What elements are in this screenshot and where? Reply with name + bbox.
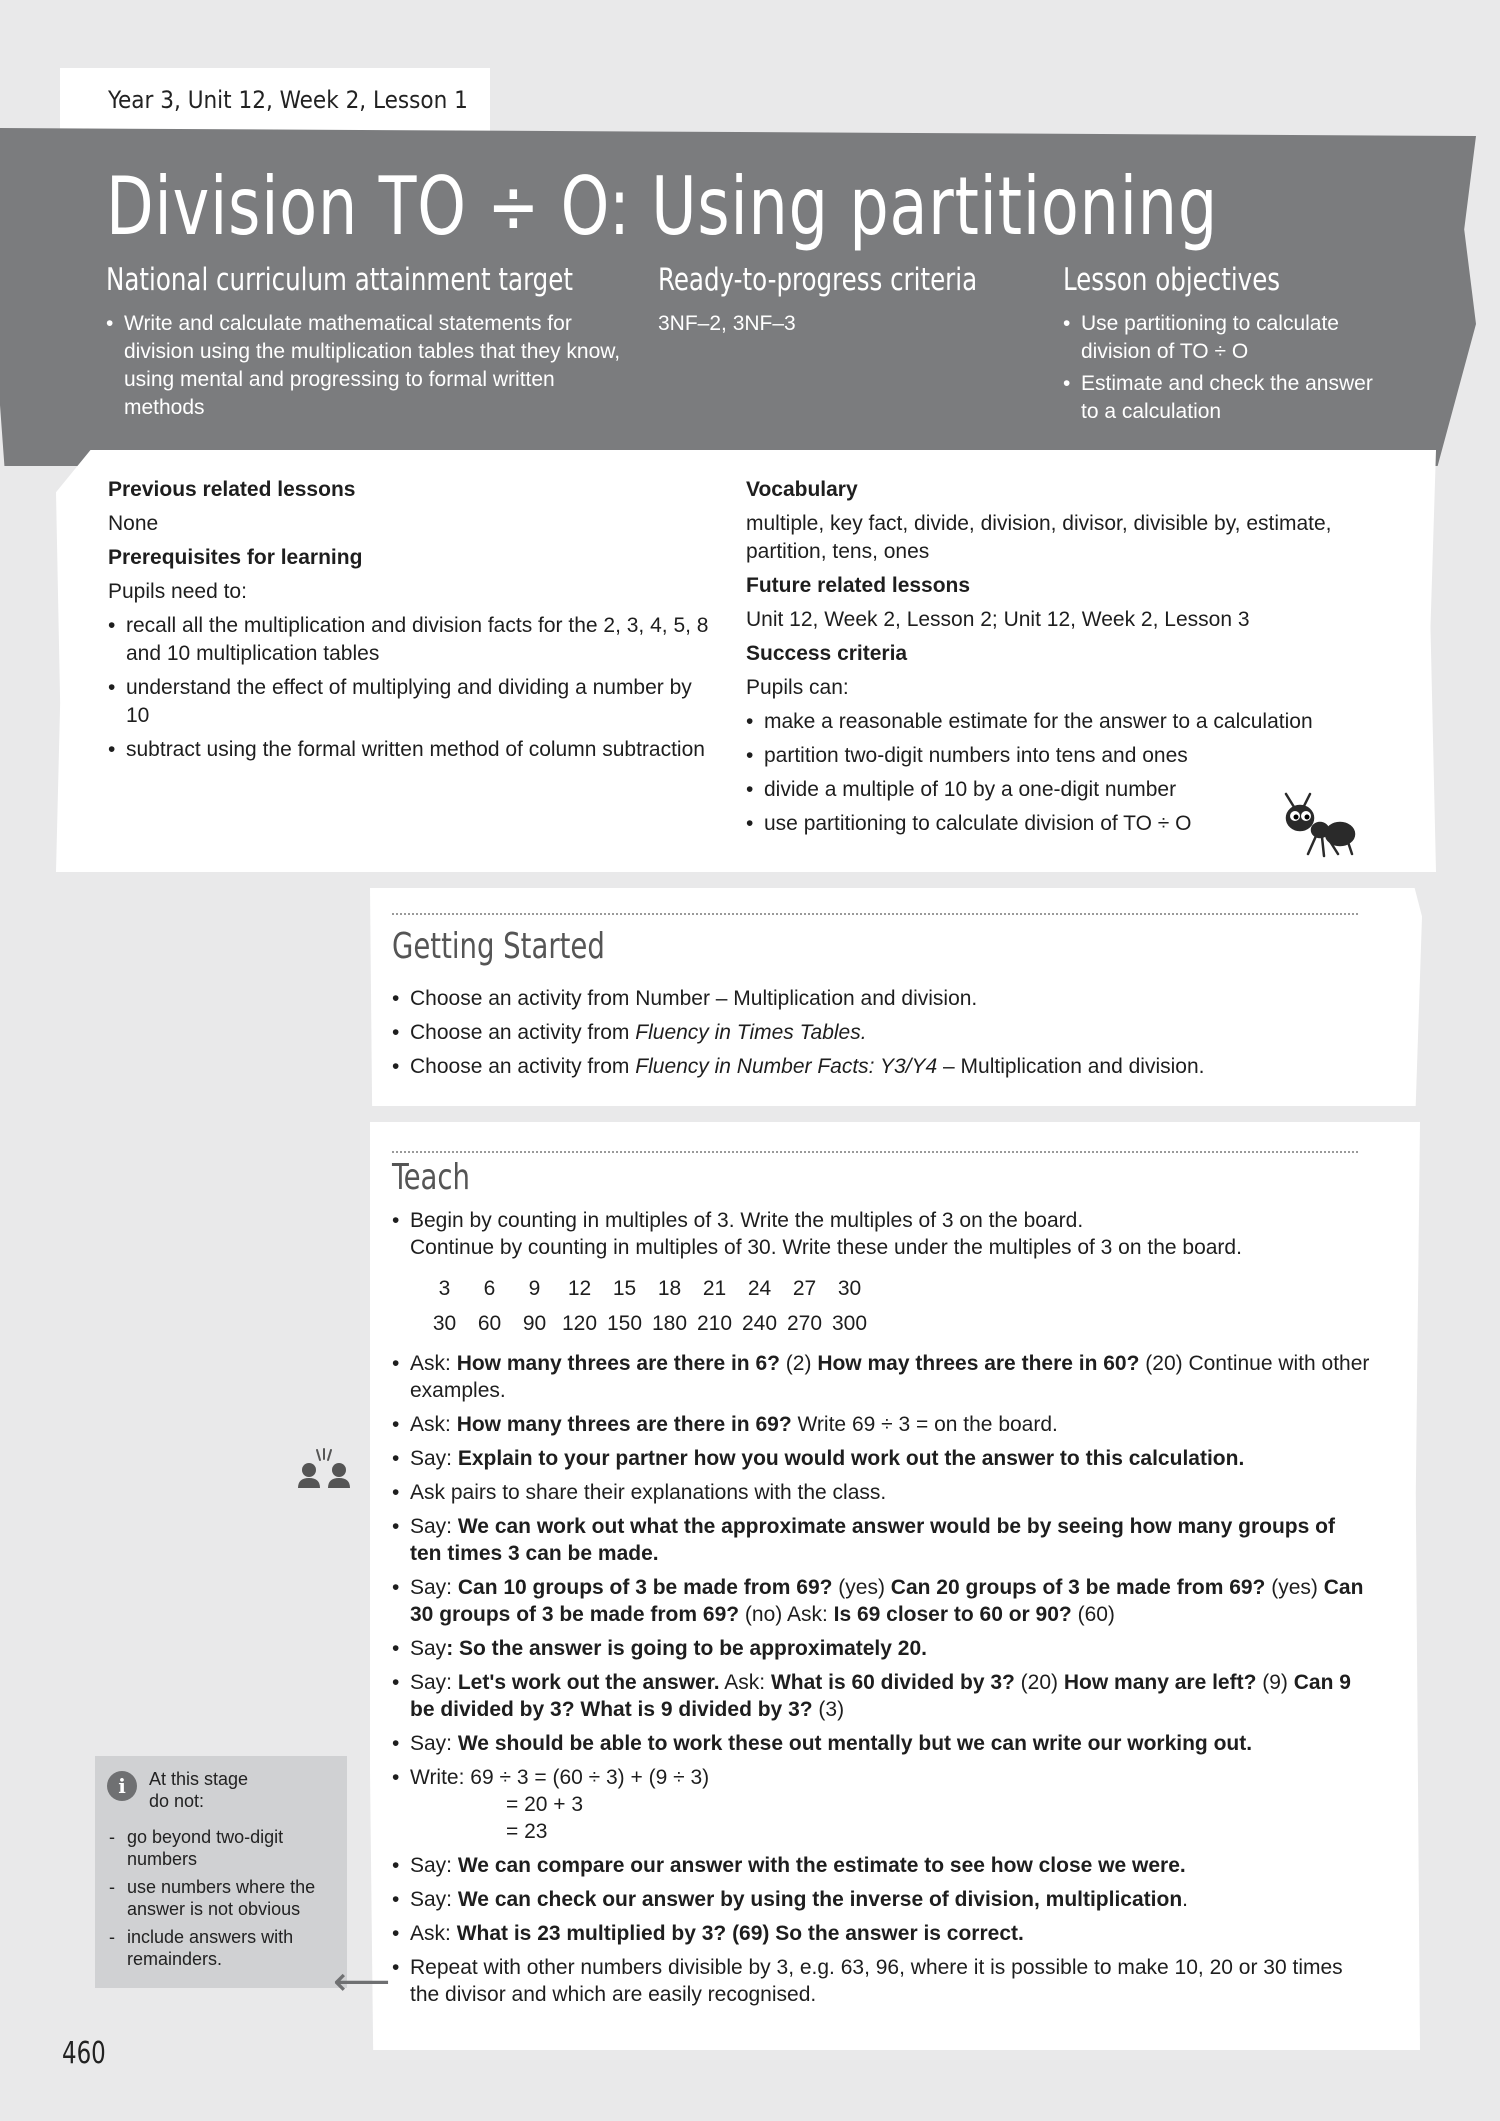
criteria-heading: Ready-to-progress criteria: [658, 262, 978, 298]
teach-item: • Say: Can 10 groups of 3 be made from 69? (yes) Can 20 groups of 3 be made from 69? (yes) Can 30 groups of 3 be made from 69? (no) Ask: Is 69 closer to 60 or 90? (60): [392, 1574, 1372, 1628]
attainment-item: • Write and calculate mathematical statements for division using the multiplication tables that they know, using mental and progressing to formal written methods: [106, 310, 626, 422]
teach-section: [392, 1157, 1372, 2015]
ant-mascot-icon: [1278, 792, 1358, 862]
getting-started-item: • Choose an activity from Number – Multiplication and division.: [392, 985, 1372, 1012]
teach-item: • Write: 69 ÷ 3 = (60 ÷ 3) + (9 ÷ 3) = 20 + 3 = 23: [392, 1764, 1372, 1845]
teach-item: • Say: So the answer is going to be approximately 20.: [392, 1635, 1372, 1662]
teach-item: • Ask: How many threes are there in 69? Write 69 ÷ 3 = on the board.: [392, 1411, 1372, 1438]
page-number: 460: [62, 2036, 106, 2071]
at-this-stage-note: [95, 1756, 347, 1988]
lesson-objectives-section: [1063, 262, 1383, 430]
prerequisite-item: • subtract using the formal written method of column subtraction: [108, 736, 713, 764]
multiples-of-3-row: 3 6 9 12 15 18 21 24 27 30: [438, 1277, 862, 1300]
success-item: • make a reasonable estimate for the answer to a calculation: [746, 708, 1346, 736]
teach-item: • Repeat with other numbers divisible by 3, e.g. 63, 96, where it is possible to make 10, 20 or 30 times the divisor and which are easily recognised.: [392, 1954, 1372, 2008]
info-left-column: [108, 476, 713, 764]
objective-item: • Use partitioning to calculate division of TO ÷ O: [1063, 310, 1383, 366]
objective-item: • Estimate and check the answer to a calculation: [1063, 370, 1383, 426]
teach-item: • Begin by counting in multiples of 3. Write the multiples of 3 on the board. Continue by counting in multiples of 30. Write these under the multiples of 3 on the board. 3 6 9 12 15 18 21 24 27 30 30 60 90 120 150 180 210 240 270 300: [392, 1207, 1372, 1343]
future-lessons-heading: Future related lessons: [746, 574, 971, 597]
multiples-of-30-row: 30 60 90 120 150 180 210 240 270 300: [432, 1312, 868, 1335]
objectives-list: [1063, 310, 1383, 426]
pair-work-icon: [296, 1448, 354, 1488]
future-lessons-text: Unit 12, Week 2, Lesson 2; Unit 12, Week 2, Lesson 3: [746, 608, 1250, 631]
teach-item: • Say: We can check our answer by using the inverse of division, multiplication.: [392, 1886, 1372, 1913]
vocabulary-text: multiple, key fact, divide, division, divisor, divisible by, estimate, partition, tens, ones: [746, 512, 1332, 563]
getting-started-section: [392, 926, 1372, 1087]
success-criteria-list: [746, 708, 1346, 838]
success-criteria-heading: Success criteria: [746, 642, 908, 665]
success-criteria-intro: Pupils can:: [746, 676, 849, 699]
page-title: Division TO ÷ O: Using partitioning: [106, 160, 1219, 253]
attainment-target-section: [106, 262, 626, 426]
getting-started-item: • Choose an activity from Fluency in Times Tables.: [392, 1019, 1372, 1046]
objectives-heading: Lesson objectives: [1063, 262, 1281, 298]
prerequisites-intro: Pupils need to:: [108, 580, 247, 603]
getting-started-list: [392, 985, 1372, 1080]
prerequisites-list: [108, 612, 713, 764]
vocabulary-heading: Vocabulary: [746, 478, 858, 501]
prerequisites-heading: Prerequisites for learning: [108, 546, 363, 569]
attainment-heading: National curriculum attainment target: [106, 262, 573, 298]
teach-item: • Say: We can work out what the approximate answer would be by seeing how many groups of ten times 3 can be made.: [392, 1513, 1372, 1567]
ready-to-progress-section: [658, 262, 1038, 338]
teach-list: [392, 1207, 1372, 2008]
teach-divider: [392, 1151, 1358, 1153]
getting-started-item: • Choose an activity from Fluency in Number Facts: Y3/Y4 – Multiplication and division.: [392, 1053, 1372, 1080]
teach-item: • Ask: What is 23 multiplied by 3? (69) So the answer is correct.: [392, 1920, 1372, 1947]
multiples-table: [422, 1273, 872, 1343]
teach-item: • Ask pairs to share their explanations with the class.: [392, 1479, 1372, 1506]
info-right-column: [746, 476, 1346, 838]
arrow-left-icon: ⟵: [333, 1960, 391, 2004]
success-item: • partition two-digit numbers into tens and ones: [746, 742, 1346, 770]
info-icon: i: [107, 1771, 137, 1801]
previous-lessons-heading: Previous related lessons: [108, 478, 356, 501]
teach-heading: Teach: [392, 1157, 471, 1198]
lesson-tab: Year 3, Unit 12, Week 2, Lesson 1: [60, 68, 490, 132]
note-title: At this stage do not:: [149, 1769, 249, 1811]
teach-item: • Ask: How many threes are there in 6? (2) How may threes are there in 60? (20) Continue with other examples.: [392, 1350, 1372, 1404]
getting-started-divider: [392, 913, 1358, 915]
criteria-text: 3NF–2, 3NF–3: [658, 312, 796, 335]
teach-item: • Say: Let's work out the answer. Ask: What is 60 divided by 3? (20) How many are left? (9) Can 9 be divided by 3? What is 9 divided by 3? (3): [392, 1669, 1372, 1723]
note-item: - include answers with remainders.: [107, 1926, 335, 1970]
teach-item: • Say: Explain to your partner how you would work out the answer to this calculation.: [392, 1445, 1372, 1472]
teach-item: • Say: We should be able to work these out mentally but we can write our working out.: [392, 1730, 1372, 1757]
success-item: • divide a multiple of 10 by a one-digit number: [746, 776, 1346, 804]
attainment-list: [106, 310, 626, 422]
note-item: - use numbers where the answer is not obvious: [107, 1876, 335, 1920]
success-item: • use partitioning to calculate division of TO ÷ O: [746, 810, 1346, 838]
getting-started-heading: Getting Started: [392, 926, 605, 967]
prerequisite-item: • understand the effect of multiplying and dividing a number by 10: [108, 674, 713, 730]
teach-item: • Say: We can compare our answer with the estimate to see how close we were.: [392, 1852, 1372, 1879]
prerequisite-item: • recall all the multiplication and division facts for the 2, 3, 4, 5, 8 and 10 multiplication tables: [108, 612, 713, 668]
note-item: - go beyond two-digit numbers: [107, 1826, 335, 1870]
note-list: [107, 1826, 335, 1970]
previous-lessons-text: None: [108, 512, 159, 535]
